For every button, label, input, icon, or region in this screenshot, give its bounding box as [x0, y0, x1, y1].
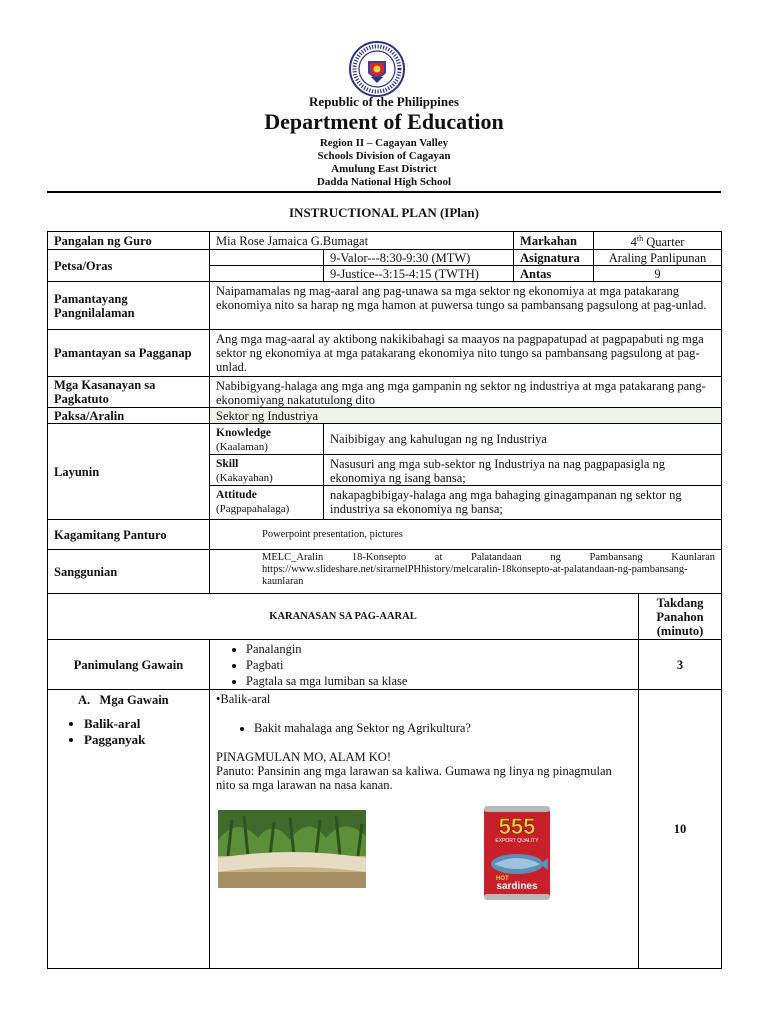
can-brand: 555 [498, 814, 536, 840]
can-product: sardines [496, 881, 538, 893]
activity-review: • Balik-aral [84, 716, 203, 732]
activities-letter: A. [78, 693, 91, 708]
sardines-can-image [482, 804, 552, 902]
markahan-value: 4th Quarter [594, 232, 722, 250]
antas-value: 9 [594, 266, 722, 282]
knowledge-value: Naibibigay ang kahulugan ng ng Industriya [324, 424, 722, 455]
date-label: Petsa/Oras [48, 250, 210, 282]
competencies-label: Mga Kasanayan sa Pagkatuto [48, 377, 210, 408]
activities-cell [48, 690, 210, 969]
topic-value: Sektor ng Industriya [210, 408, 722, 424]
antas-label: Antas [514, 266, 594, 282]
header-region: Region II – Cagayan Valley [319, 137, 449, 149]
skill-label: Skill [216, 458, 239, 471]
skill-cell [210, 455, 324, 486]
instructional-plan-table [47, 231, 722, 969]
date-line-2: 9-Justice--3:15-4:15 (TWTH) [324, 266, 514, 282]
objectives-label: Layunin [48, 424, 210, 520]
intro-item-greeting: • Pagbati [246, 657, 632, 673]
activities-label: Mga Gawain [99, 693, 169, 708]
review-question: • Bakit mahalaga ang Sektor ng Agrikultura? [254, 720, 632, 736]
references-value: MELC_Aralin 18-Konsepto at Palatandaan ng Pambansang Kaunlaran https://www.slideshare.net/sirarnelPHhistory/melcaralin-18konsepto-at-palatandaan-ng-pambansang-kaunlaran [210, 550, 722, 594]
topic-label: Paksa/Aralin [48, 408, 210, 424]
content-standard-label: Pamantayang Pangnilalaman [48, 282, 210, 330]
review-heading: •Balik-aral [216, 692, 271, 707]
attitude-value: nakapagbibigay-halaga ang mga bahaging ginagampanan ng sektor ng industriya sa ekonomiya ng bansa; [324, 486, 722, 520]
intro-items [210, 640, 639, 690]
header-district: Amulung East District [331, 163, 437, 175]
attitude-sub: (Pagpapahalaga) [216, 503, 290, 516]
attitude-label: Attitude [216, 489, 257, 502]
header-republic: Republic of the Philippines [309, 94, 459, 109]
materials-label: Kagamitang Panturo [48, 520, 210, 550]
asignatura-label: Asignatura [514, 250, 594, 266]
intro-item-attendance: • Pagtala sa mga lumiban sa klase [246, 673, 632, 689]
intro-item-prayer: • Panalangin [246, 641, 632, 657]
performance-standard-value: Ang mga mag-aaral ay aktibong nakikibahagi sa maayos na pagpapatupad at pagpapabuti ng mga sektor ng ekonomiya at mga patakarang ekonomiya nito tungo sa pambansang pagsulong at pag-unlad. [210, 330, 722, 377]
game-instructions: Panuto: Pansinin ang mga larawan sa kaliwa. Gumawa ng linya ng pinagmulan nito sa mga larawan na nasa kanan. [216, 764, 612, 793]
can-variant: HOT [496, 876, 509, 883]
attitude-cell [210, 486, 324, 520]
asignatura-value: Araling Panlipunan [594, 250, 722, 266]
activity-motivation: • Pagganyak [84, 732, 203, 748]
header-division: Schools Division of Cagayan [317, 150, 451, 162]
intro-time: 3 [639, 640, 722, 690]
time-header: Takdang Panahon (minuto) [639, 594, 722, 640]
skill-sub: (Kakayahan) [216, 472, 273, 485]
performance-standard-label: Pamantayan sa Pagganap [48, 330, 210, 377]
plan-title: INSTRUCTIONAL PLAN (IPlan) [289, 205, 479, 220]
markahan-label: Markahan [514, 232, 594, 250]
references-label: Sanggunian [48, 550, 210, 594]
game-title: PINAGMULAN MO, ALAM KO! [216, 750, 391, 765]
activities-content [210, 690, 639, 969]
knowledge-label: Knowledge [216, 427, 271, 440]
deped-seal-logo [349, 41, 405, 97]
teacher-value: Mia Rose Jamaica G.Bumagat [210, 232, 514, 250]
header-department: Department of Education [264, 109, 504, 134]
materials-value: Powerpoint presentation, pictures [210, 520, 722, 550]
content-standard-value: Naipamamalas ng mag-aaral ang pag-unawa sa mga sektor ng ekonomiya at mga patakarang ekonomiya nito sa harap ng mga hamon at puwersa tungo sa pambansang pagsulong at pag-unlad. [210, 282, 722, 330]
intro-label: Panimulang Gawain [48, 640, 210, 690]
skill-value: Nasusuri ang mga sub-sektor ng Industriya na nag pagpapasigla ng ekonomiya ng isang bansa; [324, 455, 722, 486]
activities-time: 10 [639, 690, 722, 969]
header-school: Dadda National High School [316, 176, 452, 188]
knowledge-cell [210, 424, 324, 455]
header-divider [47, 191, 721, 193]
can-tag: EXPORT QUALITY [495, 838, 539, 845]
knowledge-sub: (Kaalaman) [216, 441, 268, 454]
teacher-label: Pangalan ng Guro [48, 232, 210, 250]
competencies-value: Nabibigyang-halaga ang mga ang mga gampanin ng sektor ng industriya at mga patakarang pang- ekonomiyang nakatutulong dito [210, 377, 722, 408]
date-line-1: 9-Valor---8:30-9:30 (MTW) [324, 250, 514, 266]
experience-title: KARANASAN SA PAG-AARAL [48, 594, 639, 640]
sugarcane-plantation-image [218, 810, 366, 888]
